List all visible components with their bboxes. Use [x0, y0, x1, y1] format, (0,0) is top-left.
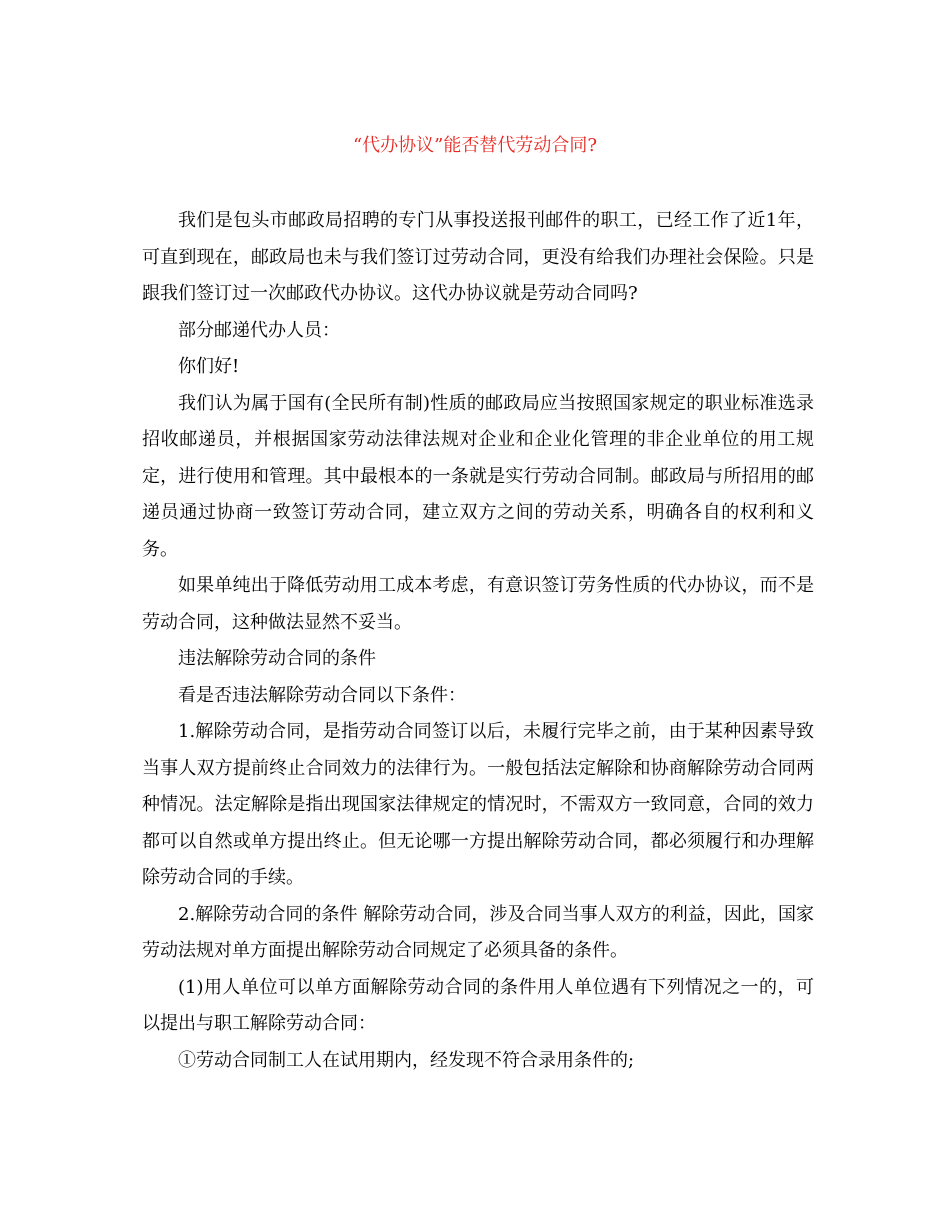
paragraph-answer: 我们认为属于国有(全民所有制)性质的邮政局应当按照国家规定的职业标准选录招收邮递员，并根据国家劳动法律法规对企业和企业化管理的非企业单位的用工规定，进行使用和管理。其中最根本的一条就是实行劳动合同制。邮政局与所招用的邮递员通过协商一致签订劳动合同，建立双方之间的劳动关系，明确各自的权利和义务。 — [142, 392, 814, 560]
paragraph-item-1: ①劳动合同制工人在试用期内，经发现不符合录用条件的; — [178, 1049, 635, 1071]
section-heading: 违法解除劳动合同的条件 — [178, 648, 376, 669]
paragraph-intro: 看是否违法解除劳动合同以下条件： — [178, 684, 466, 706]
paragraph-greeting: 你们好! — [178, 356, 240, 377]
paragraph-point-1: 1.解除劳动合同，是指劳动合同签订以后，未履行完毕之前，由于某种因素导致当事人双方提前终止合同效力的法律行为。一般包括法定解除和协商解除劳动合同两种情况。法定解除是指出现国家法律规定的情况时，不需双方一致同意，合同的效力都可以自然或单方提出终止。但无论哪一方提出解除劳动合同，都必须履行和办理解除劳动合同的手续。 — [142, 721, 814, 888]
paragraph-point-2: 2.解除劳动合同的条件 解除劳动合同，涉及合同当事人双方的利益，因此，国家劳动法规对单方面提出解除劳动合同规定了必须具备的条件。 — [142, 903, 814, 961]
paragraph-question: 我们是包头市邮政局招聘的专门从事投送报刊邮件的职工，已经工作了近1年，可直到现在，邮政局也未与我们签订过劳动合同，更没有给我们办理社会保险。只是跟我们签订过一次邮政代办协议。这代办协议就是劳动合同吗? — [142, 210, 814, 304]
document-body — [142, 203, 814, 1079]
paragraph-subpoint-1: (1)用人单位可以单方面解除劳动合同的条件用人单位遇有下列情况之一的，可以提出与职工解除劳动合同： — [142, 976, 814, 1034]
paragraph-salutation: 部分邮递代办人员： — [178, 319, 340, 341]
paragraph-opinion: 如果单纯出于降低劳动用工成本考虑，有意识签订劳务性质的代办协议，而不是劳动合同，这种做法显然不妥当。 — [142, 575, 814, 633]
document-title: “代办协议”能否替代劳动合同? — [352, 135, 598, 156]
